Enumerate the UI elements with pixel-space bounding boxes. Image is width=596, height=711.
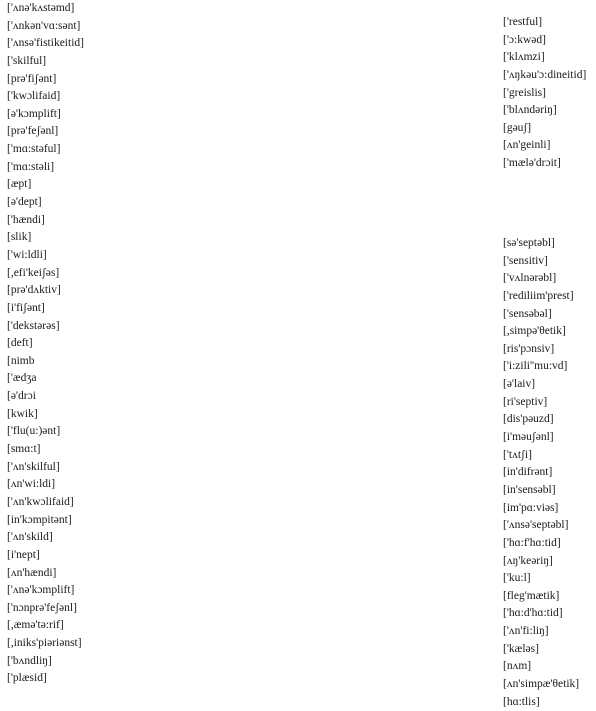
phonetic-entry: [gəuʃ] xyxy=(503,121,532,134)
phonetic-entry: [,simpə'θetik] xyxy=(503,325,566,338)
phonetic-entry: [æpt] xyxy=(7,178,32,191)
phonetic-entry: ['dekstərəs] xyxy=(7,319,60,332)
phonetic-entry: [smɑ:t] xyxy=(7,443,41,456)
phonetic-entry: ['hɑ:f'hɑ:tid] xyxy=(503,536,561,549)
phonetic-entry: ['kwɔlifaid] xyxy=(7,90,61,103)
phonetic-entry: [deft] xyxy=(7,337,33,350)
phonetic-entry: [ʌn'wi:ldi] xyxy=(7,478,56,491)
phonetic-entry: ['hɑ:d'hɑ:tid] xyxy=(503,607,563,620)
phonetic-entry: ['ʌn'fi:liŋ] xyxy=(503,625,549,638)
phonetic-entry: [prə'dʌktiv] xyxy=(7,284,61,297)
phonetic-entry: ['mɑ:stəli] xyxy=(7,160,55,173)
phonetic-entry: ['vʌlnərəbl] xyxy=(503,272,557,285)
phonetic-entry: ['ku:l] xyxy=(503,572,531,585)
phonetic-entry: [,efi'keiʃəs] xyxy=(7,266,60,279)
phonetic-entry: ['ɔ:kwəd] xyxy=(503,33,546,46)
phonetic-entry: ['sensitiv] xyxy=(503,254,548,267)
phonetic-entry: ['i:zili''mu:vd] xyxy=(503,360,568,373)
phonetic-entry: [ris'pɔnsiv] xyxy=(503,342,555,355)
phonetic-entry: [prə'fiʃənt] xyxy=(7,72,57,85)
phonetic-entry: [ə'dept] xyxy=(7,196,42,209)
phonetic-entry: [ə'drɔi xyxy=(7,390,36,403)
phonetic-entry: [ʌn'simpæ'θetik] xyxy=(503,678,580,691)
phonetic-entry: ['flu(u:)ənt] xyxy=(7,425,61,438)
phonetic-entry: [nʌm] xyxy=(503,660,532,673)
phonetic-entry: [slik] xyxy=(7,231,32,244)
phonetic-entry: ['bʌndliŋ] xyxy=(7,654,52,667)
phonetic-entry: ['ʌnkən'vɑ:sənt] xyxy=(7,19,81,32)
phonetic-entry: [im'pɑ:viəs] xyxy=(503,501,559,514)
phonetic-entry: ['ʌn'skilful] xyxy=(7,460,60,473)
phonetic-entry: [kwik] xyxy=(7,407,38,420)
phonetic-entry: [i'məuʃənl] xyxy=(503,431,554,444)
phonetic-entry: ['klʌmzi] xyxy=(503,51,545,64)
phonetic-entry: [,iniks'piəriənst] xyxy=(7,637,82,650)
phonetic-entry: ['hændi] xyxy=(7,213,45,226)
phonetic-entry: ['restful] xyxy=(503,16,543,28)
phonetic-entry: [ə'kɔmplift] xyxy=(7,107,61,120)
phonetic-entry: [ʌŋ'keəriŋ] xyxy=(503,554,553,567)
phonetic-entry: ['sensəbəl] xyxy=(503,307,552,320)
phonetic-list-left xyxy=(7,0,84,688)
phonetic-entry: [ri'septiv] xyxy=(503,395,548,408)
phonetic-list-right-top xyxy=(503,14,586,173)
phonetic-entry: ['rediliim'prest] xyxy=(503,289,574,302)
phonetic-entry: ['ʌŋkəu'ɔ:dineitid] xyxy=(503,68,587,81)
phonetic-entry: ['ʌnə'kɔmplift] xyxy=(7,584,75,597)
phonetic-entry: [in'kɔmpitənt] xyxy=(7,513,72,526)
phonetic-entry: ['tʌtʃi] xyxy=(503,448,532,461)
phonetic-entry: ['wi:ldli] xyxy=(7,248,47,261)
phonetic-entry: [nimb xyxy=(7,354,35,367)
phonetic-entry: [hɑ:tlis] xyxy=(503,695,540,708)
phonetic-entry: [prə'feʃənl] xyxy=(7,125,59,138)
phonetic-entry: ['nɔnprə'feʃənl] xyxy=(7,601,77,614)
phonetic-entry: ['ʌnsə'septəbl] xyxy=(503,519,569,532)
phonetic-entry: ['ʌnsə'fistikeitid] xyxy=(7,37,84,50)
phonetic-entry: ['blʌndəriŋ] xyxy=(503,104,557,117)
phonetic-entry: [,æmə'tə:rif] xyxy=(7,619,64,632)
phonetic-entry: ['ʌn'kwɔlifaid] xyxy=(7,495,74,508)
phonetic-entry: [dis'pəuzd] xyxy=(503,413,554,426)
phonetic-entry: ['mɑ:stəful] xyxy=(7,143,61,156)
phonetic-entry: ['ædʒa xyxy=(7,372,37,385)
phonetic-entry: ['ʌnə'kʌstəmd] xyxy=(7,2,75,14)
phonetic-entry: [ʌn'geinli] xyxy=(503,139,551,152)
phonetic-entry: ['kæləs] xyxy=(503,642,539,655)
phonetic-entry: [sə'septəbl] xyxy=(503,237,555,249)
phonetic-entry: [i'nept] xyxy=(7,548,40,561)
phonetic-entry: [in'difrənt] xyxy=(503,466,553,479)
phonetic-entry: ['greislis] xyxy=(503,86,546,99)
phonetic-entry: [ʌn'hændi] xyxy=(7,566,57,579)
phonetic-list-right-bottom xyxy=(503,235,579,711)
phonetic-entry: ['mælə'drɔit] xyxy=(503,157,561,170)
phonetic-entry: [i'fiʃənt] xyxy=(7,301,45,314)
phonetic-entry: ['plæsid] xyxy=(7,672,47,685)
phonetic-entry: [fleg'mætik] xyxy=(503,589,560,602)
phonetic-entry: ['skilful] xyxy=(7,54,47,67)
phonetic-entry: ['ʌn'skild] xyxy=(7,531,53,544)
phonetic-entry: [ə'laiv] xyxy=(503,378,536,391)
phonetic-entry: [in'sensəbl] xyxy=(503,483,556,496)
